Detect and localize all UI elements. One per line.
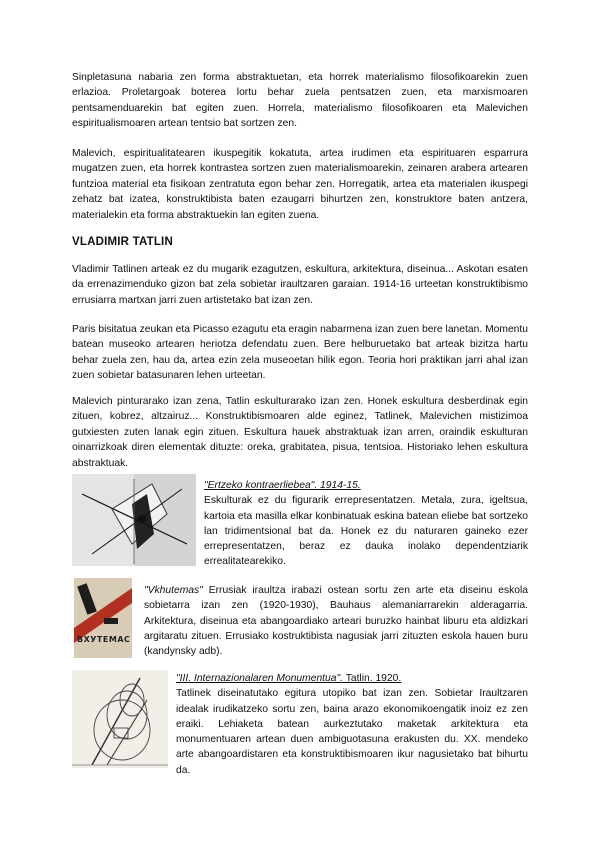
entry-counter-relief: [204, 478, 528, 570]
entry-title-vkhutemas: "Vkhutemas": [144, 585, 203, 596]
entry-title-suffix-tatlin-tower: Tatlin. 1920.: [343, 673, 402, 684]
tatlin-tower-image: [72, 670, 168, 768]
vkhutemas-poster-image: [74, 578, 132, 658]
entry-body-tatlin-tower: Tatlinek diseinatutako egitura utopiko bat izan zen. Sobietar Iraultzaren idealak irudikatzeko sortu zen, baina arazo ekonomikoengatik inoiz ez zen eraiki. Lehiaketa batean aurkeztutako maketak arkitektura eta monumentuaren artean duen ambiguotasuna erakusten du. XX. mendeko arte abangoardistaren eta konstruktibismoaren ikur nagusietako bat bihurtu da.: [176, 688, 528, 776]
entry-body-vkhutemas: Errusiak iraultza irabazi ostean sortu zen arte eta diseinu eskola sobietarra izan zen (1920-1930), Bauhaus alemaniarrarekin alderagarria. Arkitektura, diseinua eta abangoardiako arteari buruzko hainbat liburu eta aldizkari argitaratu zituen. Errusiako kostruktibista nagusiak jarri zituzten eskola hauen buru (kandynsky adb).: [144, 585, 528, 658]
entry-title-tatlin-tower: "III. Internazionalaren Monumentua".: [176, 673, 344, 684]
tatlin-paragraph-1: Vladimir Tatlinen arteak ez du mugarik ezagutzen, eskultura, arkitektura, diseinua... Askotan esaten da errenazimenduko gizon bat zela sobietar iraultzaren garaian. 1914-16 urteetan konstruktibismo errusiarra martxan jarri zuen artistetako bat izan zen.: [72, 264, 528, 306]
intro-paragraph-1: Sinpletasuna nabaria zen forma abstraktuetan, eta horrek materialismo filosofikoarekin zuen erlazioa. Proletargoak boterea lortu behar zuela pentsatzen zuen, eta marxismoaren pentsamenduarekin bat egiten zuen. Horrela, materialismo filosofikoaren eta Malevichen espiritualismoaren artean tentsio bat sortzen zen.: [72, 72, 528, 130]
intro-paragraph-2: Malevich, espiritualitatearen ikuspegitik kokatuta, artea irudimen eta espirituaren esparrura mugatzen zuen, eta horrek kontrastea sortzen zuen materialismoarekin, zeinaren arabera artearen funtzioa material eta fisikoan zentratuta egon behar zen. Horregatik, artea eta materialen ikuspegi zehatz bat izatea, konstruktibista baten ezaugarri bihurtzen zen, konstruktore baten antzera, materialekin eta forma abstraktuekin lan egiten zuena.: [72, 148, 528, 221]
tatlin-paragraph-2: Paris bisitatua zeukan eta Picasso ezagutu eta eragin nabarmena izan zuen bere lanetan. Momentu batean museoko artearen heriotza defendatu zuen. Bere helburuetako bat arteak bizitza hartu behar zuela zen, hau da, artea ezin zela museoetan hilik egon. Teoria hori praktikan jarri ahal izan zuen sobietar batasunaren lehen urteetan.: [72, 324, 528, 382]
tatlin-paragraph-3: Malevich pinturarako izan zena, Tatlin eskulturarako izan zen. Honek eskultura desberdinak egin zituen, kobrez, altzairuz... Konstruktibismoaren alde eginez, Tatlinek, Malevichen mistizimoa gutxiesten zuten lanak egin zituen. Eskultura hauek abstraktuak izan arren, oraindik eskulturan oinarrizkoak diren elementak dituzte: oreka, grabitatea, pisua, tentsioa. Historiako lehen eskultura abstraktuak.: [72, 396, 528, 469]
corner-counter-relief-image: [72, 474, 196, 566]
entry-body-counter-relief: Eskulturak ez du figurarik errepresentatzen. Metala, zura, igeltsua, kartoia eta masilla elkar konbinatuak eskina batean eliebe bat sortzeko lan tridimentsional bat da. Honek ez du naturaren gaineko ezer errepresentatzen, beraz ez dauka inolako dependentziarik errealitatearekiko.: [204, 495, 528, 568]
entry-title-counter-relief: "Ertzeko kontraerliebea". 1914-15.: [204, 480, 361, 491]
entry-tatlin-tower: [176, 671, 528, 778]
section-heading: VLADIMIR TATLIN: [72, 236, 173, 248]
entry-vkhutemas: [144, 583, 528, 659]
poster-text: ВХУТЕМАС: [77, 635, 131, 644]
